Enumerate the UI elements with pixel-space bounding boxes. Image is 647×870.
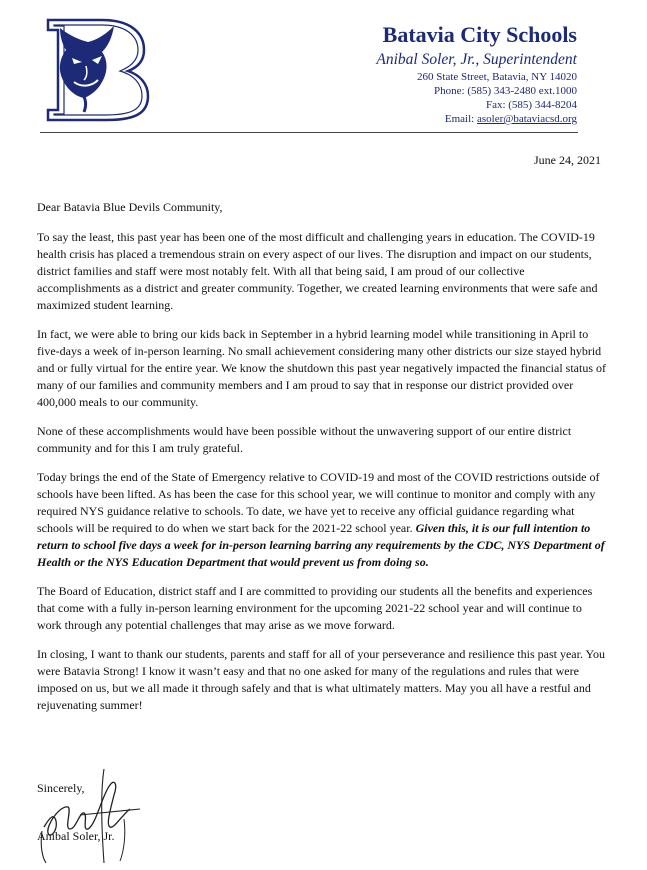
signer-name: Anibal Soler, Jr. (37, 829, 115, 843)
header-divider (40, 132, 578, 133)
handwritten-signature-icon (40, 765, 150, 865)
salutation: Dear Batavia Blue Devils Community, (37, 200, 223, 214)
letterhead (376, 22, 577, 126)
paragraph-4-emphasis: Given this, it is our full intention to return to school five days a week for in-person learning barring any requirements by the CDC, NYS Department of Health or the NYS Education Department that would prevent us from doing so. (37, 521, 605, 569)
superintendent-line: Anibal Soler, Jr., Superintendent (376, 51, 577, 68)
email-link[interactable]: asoler@bataviacsd.org (476, 113, 577, 125)
address: 260 State Street, Batavia, NY 14020 (417, 71, 577, 83)
letter-date: June 24, 2021 (534, 153, 601, 167)
paragraph-5: The Board of Education, district staff and I are committed to providing our students all the benefits and experiences that come with a fully in-person learning environment for the upcoming 2021-22 school year and will continue to work through any potential challenges that may arise as we move forward. (37, 584, 593, 632)
organization-name: Batavia City Schools (382, 22, 577, 47)
paragraph-1: To say the least, this past year has been one of the most difficult and challenging years in education. The COVID-19 health crisis has placed a tremendous strain on every aspect of our lives. The disruption and impact on our students, district families and staff were most notably felt. With all that being said, I am proud of our collective accomplishments as a district and greater community. Together, we created learning environments that were safe and maximized student learning. (37, 230, 598, 312)
letter-body (37, 199, 609, 726)
paragraph-4-text: Today brings the end of the State of Emergency relative to COVID-19 and most of the COVID restrictions outside of schools have been lifted. As has been the case for this school year, we will continue to monitor and comply with any required NYS guidance relative to schools. To date, we have yet to receive any official guidance regarding what schools will be required to do when we start back for the 2021-22 school year. (37, 470, 600, 535)
phone: Phone: (585) 343-2480 ext.1000 (434, 85, 577, 97)
paragraph-3: None of these accomplishments would have been possible without the unwavering support of our entire district community and for this I am truly grateful. (37, 424, 572, 455)
blue-devil-b-logo-icon (40, 16, 152, 124)
fax: Fax: (585) 344-8204 (485, 99, 577, 111)
paragraph-2: In fact, we were able to bring our kids back in September in a hybrid learning model while transitioning in April to five-days a week of in-person learning. No small achievement considering many other districts our size stayed hybrid and or fully virtual for the entire year. We know the shutdown this past year negatively impacted the financial status of many of our families and community members and I am proud to say that in response our district provided over 400,000 meals to our community. (37, 327, 606, 409)
email-label: Email: (444, 113, 475, 125)
paragraph-4 (37, 469, 609, 571)
closing: Sincerely, (37, 781, 85, 795)
paragraph-6: In closing, I want to thank our students, parents and staff for all of your perseverance and resilience this past year. You were Batavia Strong! I know it wasn’t easy and that no one asked for many of the regulations and rules that were imposed on us, but we all made it through safely and that is what ultimately matters. May you all have a restful and rejuvenating summer! (37, 647, 605, 712)
email-line (376, 112, 577, 126)
